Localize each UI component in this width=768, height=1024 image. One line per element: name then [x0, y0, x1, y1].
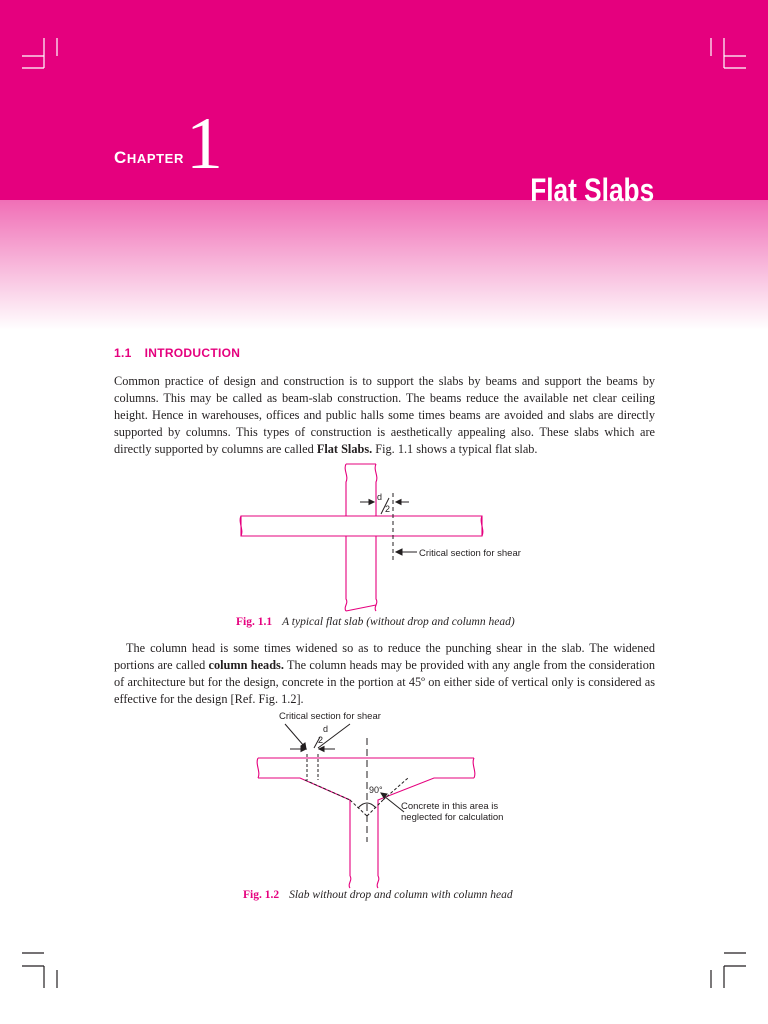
- chapter-word-rest: HAPTER: [126, 151, 184, 166]
- chapter-number: 1: [186, 103, 223, 185]
- fig2-concrete-note-line1: Concrete in this area is: [401, 801, 499, 812]
- paragraph2-text: The column head is some times widened so as to reduce the punching shear in the slab. The widened portions are called: [114, 641, 655, 672]
- paragraph1-tail: Fig. 1.1 shows a typical flat slab.: [372, 441, 538, 456]
- paragraph2-tail: The column heads may be provided with any angle from the consideration of architecture but for the design, concrete in the portion at 45º on either side of vertical only is considered as effective for the design [Ref. Fig. 1.2].: [114, 657, 655, 706]
- fig1-label-2: 2: [385, 504, 391, 514]
- paragraph2-emphasis: column heads.: [208, 657, 284, 672]
- fig2-caption-label: Fig. 1.2: [243, 889, 280, 901]
- paragraph1-emphasis: Flat Slabs.: [316, 441, 373, 456]
- fig2-label-2: 2: [318, 735, 324, 745]
- fig1-label-d: d: [377, 492, 383, 502]
- fig2-concrete-note-line2: neglected for calculation: [401, 812, 504, 823]
- fig2-caption-text: Slab without drop and column with column head: [289, 889, 513, 901]
- figure-1-2-caption: [243, 888, 513, 902]
- fig1-critical-section-label: Critical section for shear: [419, 548, 521, 559]
- fig1-caption-label: Fig. 1.1: [236, 616, 273, 628]
- chapter-word-initial: C: [114, 148, 127, 167]
- fig2-angle-label: 90°: [369, 785, 383, 795]
- section-title: INTRODUCTION: [144, 346, 241, 360]
- section-number: 1.1: [114, 346, 132, 360]
- chapter-title: Flat Slabs: [530, 172, 654, 208]
- fig2-label-d: d: [323, 724, 329, 734]
- paragraph1-text: Common practice of design and construction is to support the slabs by beams and support the beams by columns. This may be called as beam-slab construction. The beams reduce the available net clear ceiling height. Hence in warehouses, offices and public halls some times beams are avoided and slabs are directly supported by columns. This types of construction is aesthetically appealing also. These slabs which are directly supported by columns are called: [114, 374, 655, 456]
- fig1-caption-text: A typical flat slab (without drop and column head): [282, 616, 515, 628]
- fig2-critical-section-label: Critical section for shear: [279, 711, 381, 722]
